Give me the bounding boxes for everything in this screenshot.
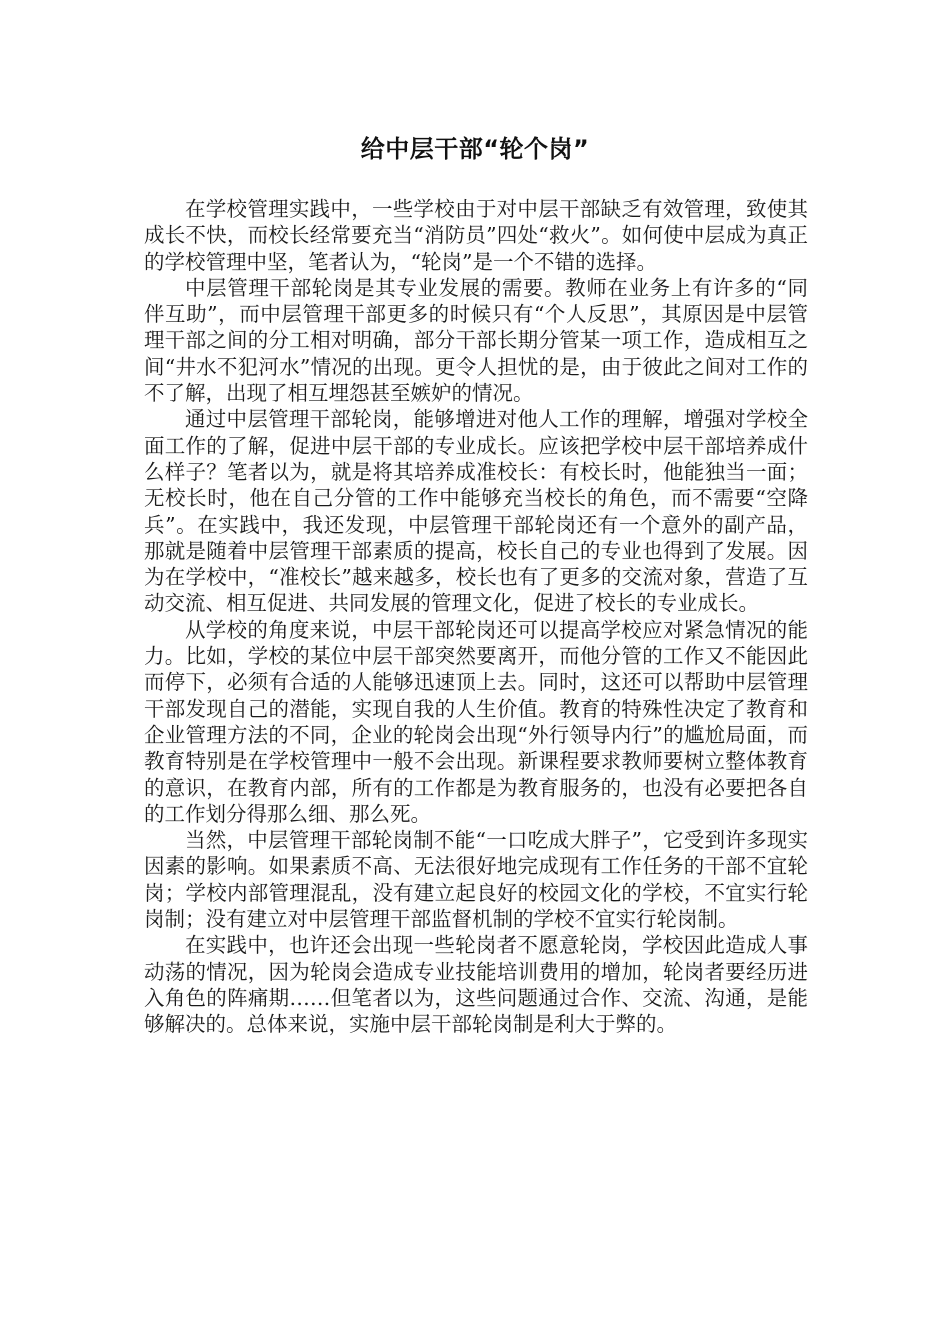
paragraph-1: 在学校管理实践中，一些学校由于对中层干部缺乏有效管理，致使其成长不快，而校长经常要充当“消防员”四处“救火”。如何使中层成为真正的学校管理中坚，笔者认为，“轮岗”是一个不错的选择。 [144,197,808,274]
paragraph-4: 从学校的角度来说，中层干部轮岗还可以提高学校应对紧急情况的能力。比如，学校的某位中层干部突然要离开，而他分管的工作又不能因此而停下，必须有合适的人能够迅速顶上去。同时，这还可以帮助中层管理干部发现自己的潜能，实现自我的人生价值。教育的特殊性决定了教育和企业管理方法的不同，企业的轮岗会出现“外行领导内行”的尴尬局面，而教育特别是在学校管理中一般不会出现。新课程要求教师要树立整体教育的意识，在教育内部，所有的工作都是为教育服务的，也没有必要把各自的工作划分得那么细、那么死。 [144,617,808,826]
paragraph-2: 中层管理干部轮岗是其专业发展的需要。教师在业务上有许多的“同伴互助”，而中层管理干部更多的时候只有“个人反思”，其原因是中层管理干部之间的分工相对明确，部分干部长期分管某一项工作，造成相互之间“井水不犯河水”情况的出现。更令人担忧的是，由于彼此之间对工作的不了解，出现了相互埋怨甚至嫉妒的情况。 [144,275,808,406]
document-body [144,196,808,1038]
paragraph-6: 在实践中，也许还会出现一些轮岗者不愿意轮岗，学校因此造成人事动荡的情况，因为轮岗会造成专业技能培训费用的增加，轮岗者要经历进入角色的阵痛期……但笔者以为，这些问题通过合作、交流、沟通，是能够解决的。总体来说，实施中层干部轮岗制是利大于弊的。 [144,933,808,1037]
document-title: 给中层干部“轮个岗” [360,135,590,163]
paragraph-5: 当然，中层管理干部轮岗制不能“一口吃成大胖子”，它受到许多现实因素的影响。如果素质不高、无法很好地完成现有工作任务的干部不宜轮岗；学校内部管理混乱，没有建立起良好的校园文化的学校，不宜实行轮岗制；没有建立对中层管理干部监督机制的学校不宜实行轮岗制。 [144,828,808,932]
paragraph-3: 通过中层管理干部轮岗，能够增进对他人工作的理解，增强对学校全面工作的了解，促进中层干部的专业成长。应该把学校中层干部培养成什么样子？笔者以为，就是将其培养成准校长：有校长时，他能独当一面；无校长时，他在自己分管的工作中能够充当校长的角色，而不需要“空降兵”。在实践中，我还发现，中层管理干部轮岗还有一个意外的副产品，那就是随着中层管理干部素质的提高，校长自己的专业也得到了发展。因为在学校中，“准校长”越来越多，校长也有了更多的交流对象，营造了互动交流、相互促进、共同发展的管理文化，促进了校长的专业成长。 [144,407,808,616]
